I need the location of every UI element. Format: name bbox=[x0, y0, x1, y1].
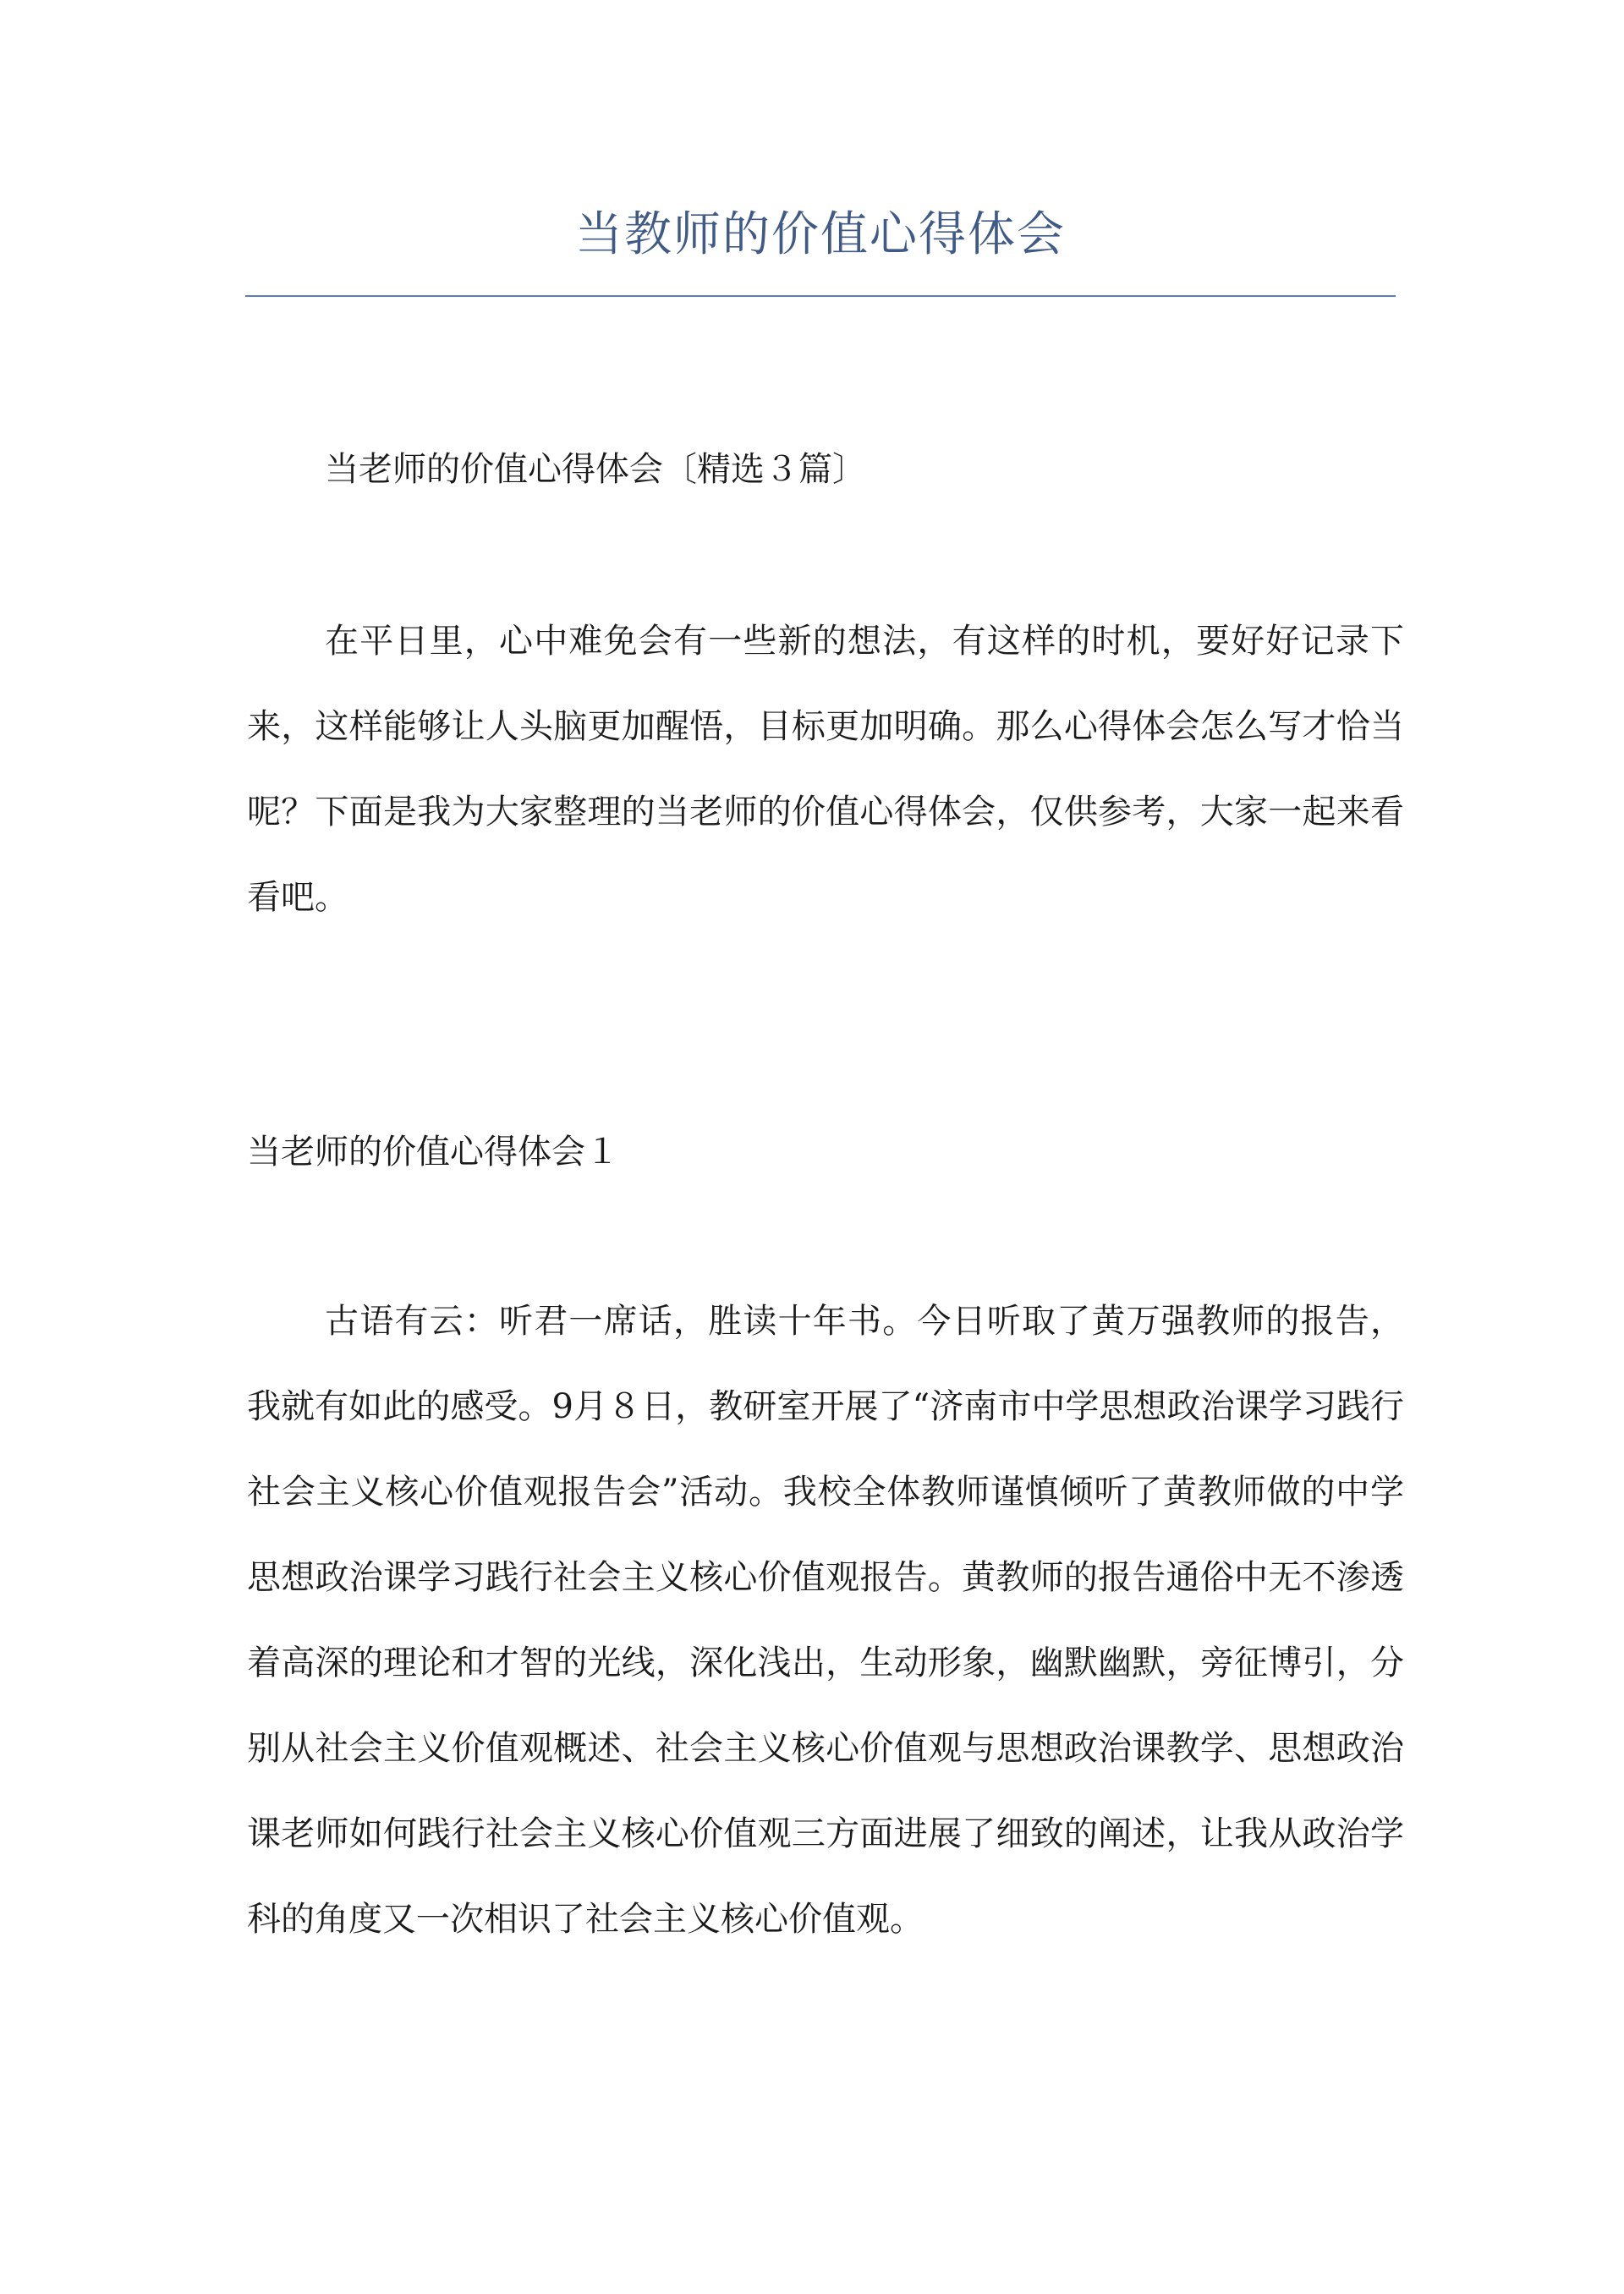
intro-paragraph: 在平日里，心中难免会有一些新的想法，有这样的时机，要好好记录下来，这样能够让人头脑更加醒悟，目标更加明确。那么心得体会怎么写才恰当呢？下面是我为大家整理的当老师的价值心得体会，仅供参考，大家一起来看看吧。 bbox=[247, 622, 1404, 917]
section-body-1: 古语有云：听君一席话，胜读十年书。今日听取了黄万强教师的报告，我就有如此的感受。9月８日，教研室开展了“济南市中学思想政治课学习践行社会主义核心价值观报告会”活动。我校全体教师谨慎倾听了黄教师做的中学思想政治课学习践行社会主义核心价值观报告。黄教师的报告通俗中无不渗透着高深的理论和才智的光线，深化浅出，生动形象，幽默幽默，旁征博引，分别从社会主义价值观概述、社会主义核心价值观与思想政治课教学、思想政治课老师如何践行社会主义核心价值观三方面进展了细致的阐述，让我从政治学科的角度又一次相识了社会主义核心价值观。 bbox=[247, 1302, 1404, 1939]
title-underline-divider bbox=[245, 295, 1396, 297]
document-title: 当教师的价值心得体会 bbox=[575, 207, 1066, 262]
section-heading-1: 当老师的价值心得体会１ bbox=[247, 1133, 619, 1172]
document-subtitle: 当老师的价值心得体会〔精选３篇〕 bbox=[325, 450, 866, 489]
